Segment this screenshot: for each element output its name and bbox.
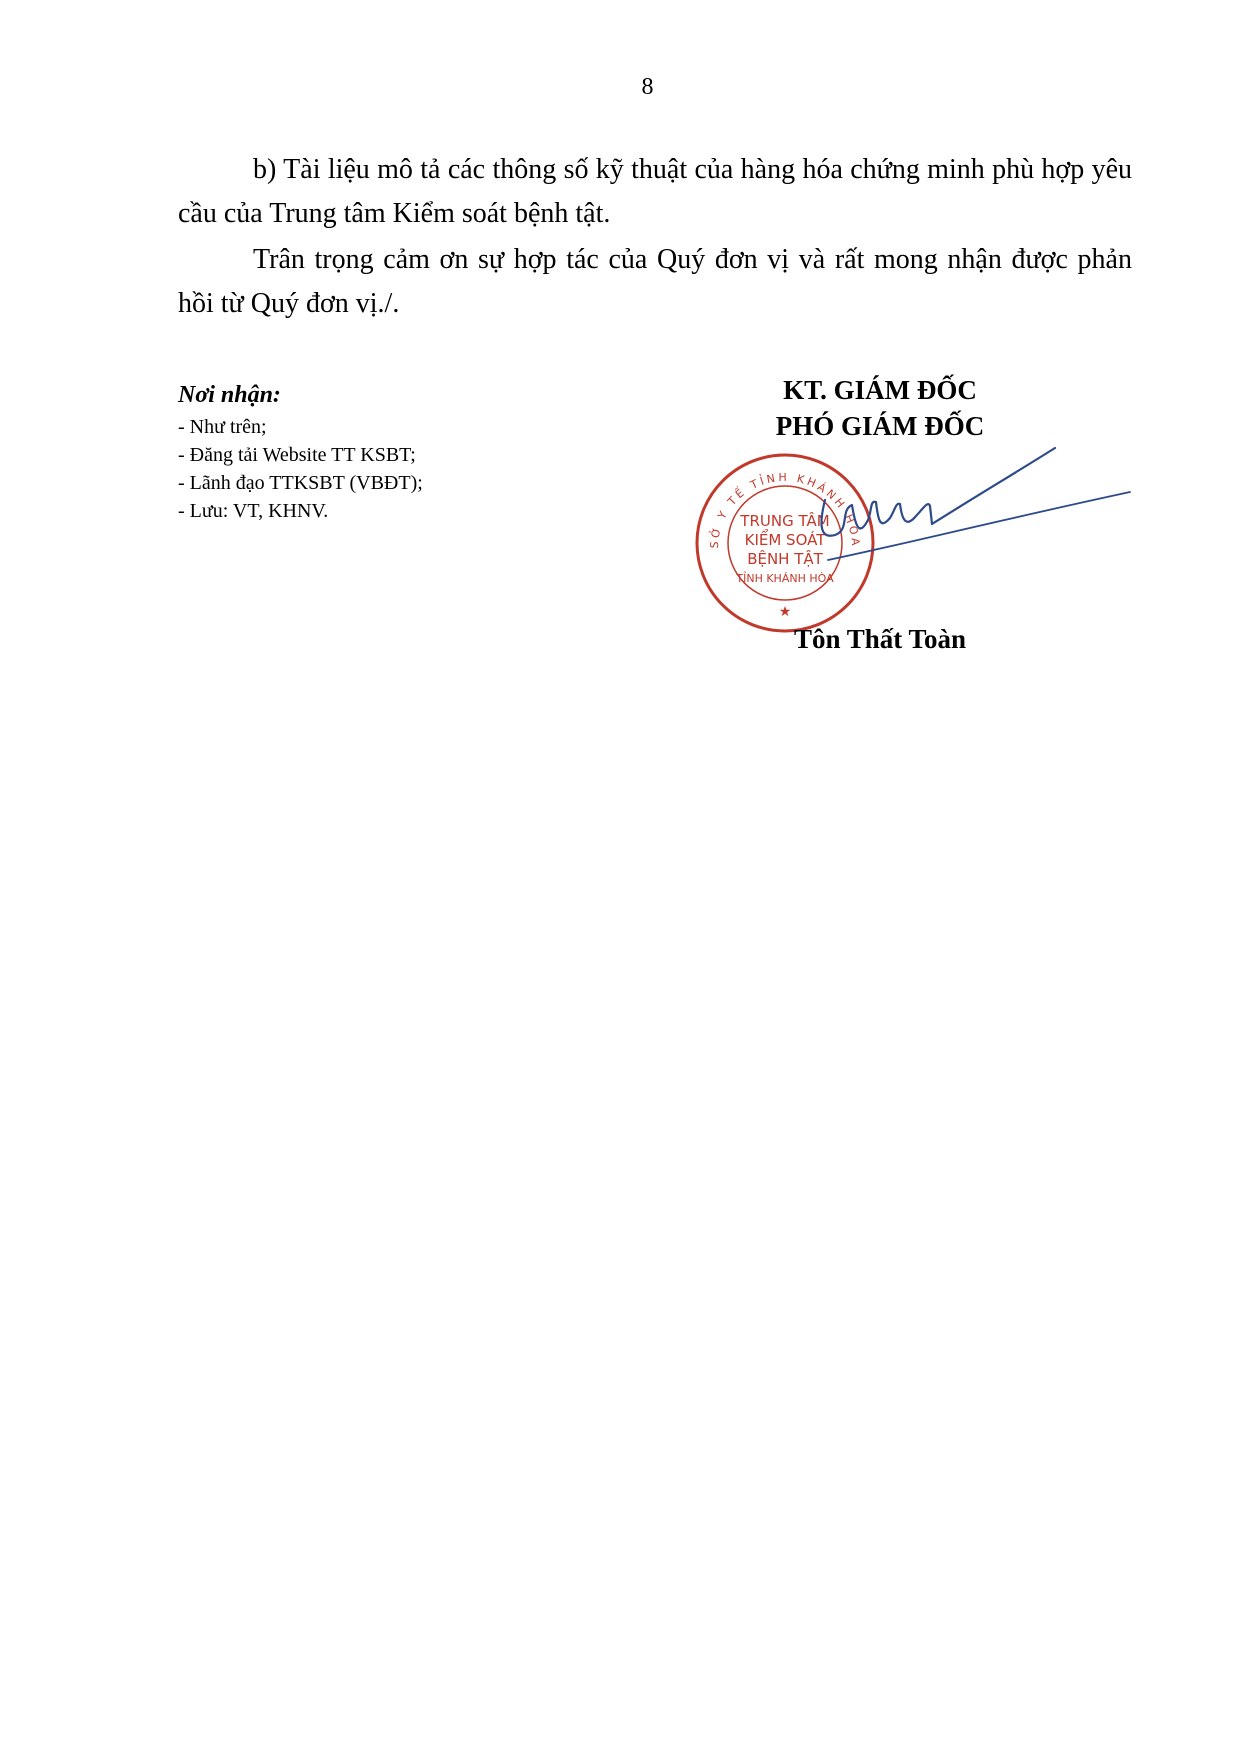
paragraph-requirements — [178, 148, 1132, 236]
recipient-item: - Lưu: VT, KHNV. — [178, 500, 329, 522]
handwritten-signature — [780, 440, 1140, 590]
stamp-line4: TỈNH KHÁNH HÒA — [736, 572, 834, 585]
stamp-line3: BỆNH TẬT — [747, 550, 823, 568]
recipients-list — [178, 413, 598, 525]
page-number: 8 — [641, 74, 654, 100]
signature-title-line2: PHÓ GIÁM ĐỐC — [775, 411, 985, 441]
stamp-star-icon: ★ — [778, 604, 792, 620]
stamp-line1: TRUNG TÂM — [740, 512, 830, 530]
recipients-block — [178, 382, 598, 525]
signature-title-line1: KT. GIÁM ĐỐC — [783, 375, 977, 405]
recipient-item: - Đăng tải Website TT KSBT; — [178, 444, 416, 466]
signature-stroke-main — [821, 448, 1055, 536]
stamp-line2: KIỂM SOÁT — [744, 531, 826, 549]
paragraph-requirements-text: b) Tài liệu mô tả các thông số kỹ thuật của hàng hóa chứng minh phù hợp yêu cầu của Trung tâm Kiểm soát bệnh tật. — [178, 154, 1132, 229]
recipients-title: Nơi nhận: — [178, 382, 281, 408]
stamp-outer-text: SỞ Y TẾ TỈNH KHÁNH HÒA — [707, 470, 863, 549]
recipient-item: - Như trên; — [178, 416, 267, 438]
paragraph-thanks-text: Trân trọng cảm ơn sự hợp tác của Quý đơn vị và rất mong nhận được phản hồi từ Quý đơn vị./. — [178, 244, 1132, 319]
signer-name: Tôn Thất Toàn — [793, 624, 967, 654]
recipient-item: - Lãnh đạo TTKSBT (VBĐT); — [178, 472, 423, 494]
signature-title-block — [700, 372, 1060, 444]
paragraph-thanks — [178, 238, 1132, 326]
